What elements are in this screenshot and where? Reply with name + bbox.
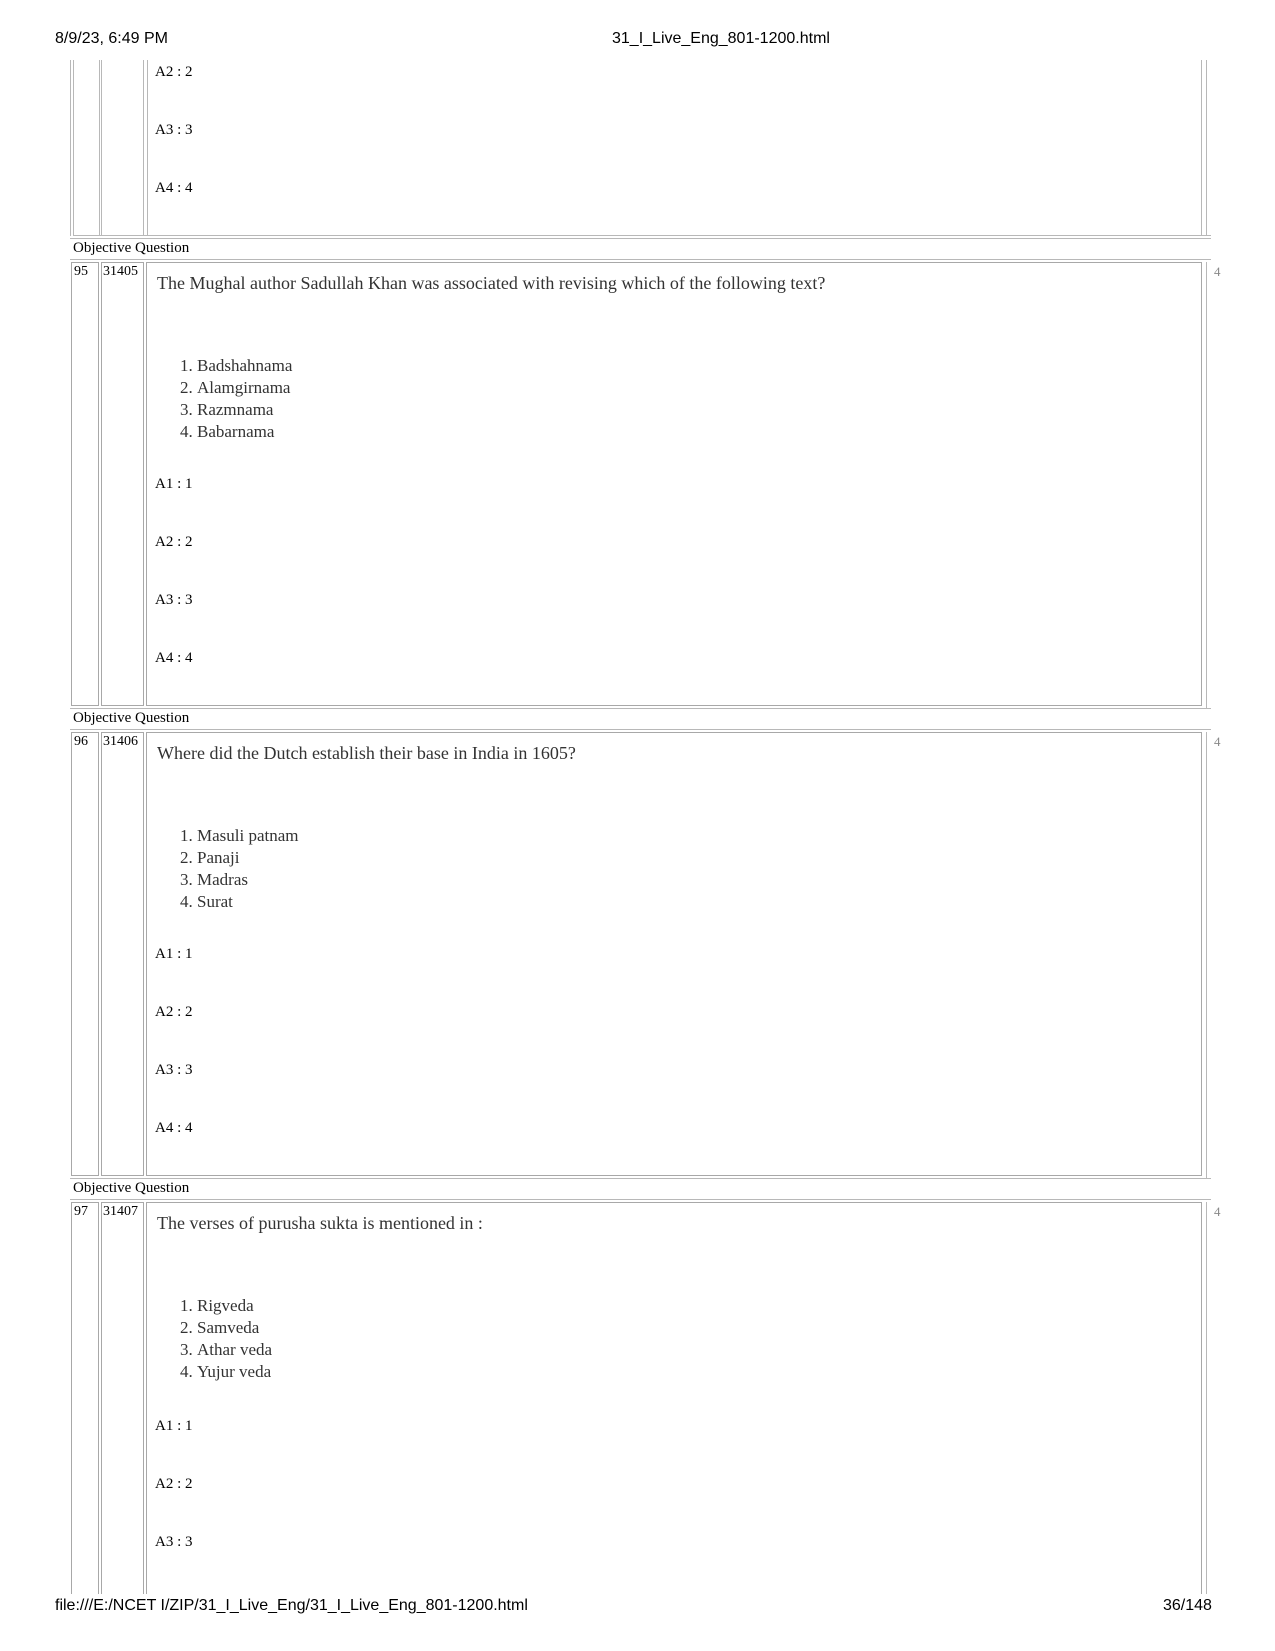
answer-option: A1 : 1 — [155, 476, 193, 492]
option-item: 1. Rigveda — [197, 1295, 272, 1317]
print-file-path: file:///E:/NCET I/ZIP/31_I_Live_Eng/31_I_Live_Eng_801-1200.html — [55, 1597, 528, 1614]
option-item: 3. Razmnama — [197, 399, 292, 421]
option-item: 1. Badshahnama — [197, 355, 292, 377]
answer-option: A2 : 2 — [155, 534, 193, 550]
serial-number: 97 — [74, 1204, 88, 1219]
question-text: The verses of purusha sukta is mentioned in : — [157, 1213, 483, 1233]
answer-option: A3 : 3 — [155, 592, 193, 608]
question-text: Where did the Dutch establish their base in India in 1605? — [157, 743, 576, 763]
question-text: The Mughal author Sadullah Khan was associated with revising which of the following text? — [157, 273, 826, 293]
option-item: 4. Yujur veda — [197, 1361, 272, 1383]
print-title: 31_I_Live_Eng_801-1200.html — [612, 30, 830, 47]
option-item: 3. Madras — [197, 869, 299, 891]
serial-cell — [71, 732, 99, 1176]
question-id: 31405 — [103, 264, 138, 279]
option-item: 3. Athar veda — [197, 1339, 272, 1361]
clipped-column-char: 4 — [1214, 734, 1221, 749]
option-item: 2. Samveda — [197, 1317, 272, 1339]
section-label: Objective Question — [73, 240, 190, 256]
serial-number: 95 — [74, 264, 88, 279]
option-item: 4. Surat — [197, 891, 299, 913]
question-id: 31406 — [103, 734, 138, 749]
serial-number: 96 — [74, 734, 88, 749]
clipped-column-char: 4 — [1214, 1204, 1221, 1219]
option-item: 1. Masuli patnam — [197, 825, 299, 847]
options-list — [157, 825, 299, 913]
option-item: 2. Alamgirnama — [197, 377, 292, 399]
answer-option: A4 : 4 — [155, 650, 193, 666]
options-list — [157, 1295, 272, 1383]
answer-option: A2 : 2 — [155, 64, 193, 80]
print-page-number: 36/148 — [1163, 1597, 1212, 1614]
print-datetime: 8/9/23, 6:49 PM — [55, 30, 168, 47]
answer-option: A1 : 1 — [155, 946, 193, 962]
answer-option: A2 : 2 — [155, 1004, 193, 1020]
answer-option: A4 : 4 — [155, 180, 193, 196]
qid-cell — [101, 262, 144, 706]
options-list — [157, 355, 292, 443]
question-content-box — [146, 1202, 1202, 1594]
qid-cell — [101, 732, 144, 1176]
question-content-box — [146, 732, 1202, 1176]
option-item: 4. Babarnama — [197, 421, 292, 443]
clipped-column-char: 4 — [1214, 264, 1221, 279]
answer-option: A3 : 3 — [155, 122, 193, 138]
serial-cell — [71, 1202, 99, 1594]
answer-option: A4 : 4 — [155, 1120, 193, 1136]
serial-cell — [71, 262, 99, 706]
answer-option: A2 : 2 — [155, 1476, 193, 1492]
qid-cell — [101, 1202, 144, 1594]
answer-option: A3 : 3 — [155, 1062, 193, 1078]
option-item: 2. Panaji — [197, 847, 299, 869]
section-label: Objective Question — [73, 1180, 190, 1196]
answer-option: A3 : 3 — [155, 1534, 193, 1550]
question-id: 31407 — [103, 1204, 138, 1219]
answer-option: A1 : 1 — [155, 1418, 193, 1434]
question-content-box — [146, 262, 1202, 706]
section-label: Objective Question — [73, 710, 190, 726]
